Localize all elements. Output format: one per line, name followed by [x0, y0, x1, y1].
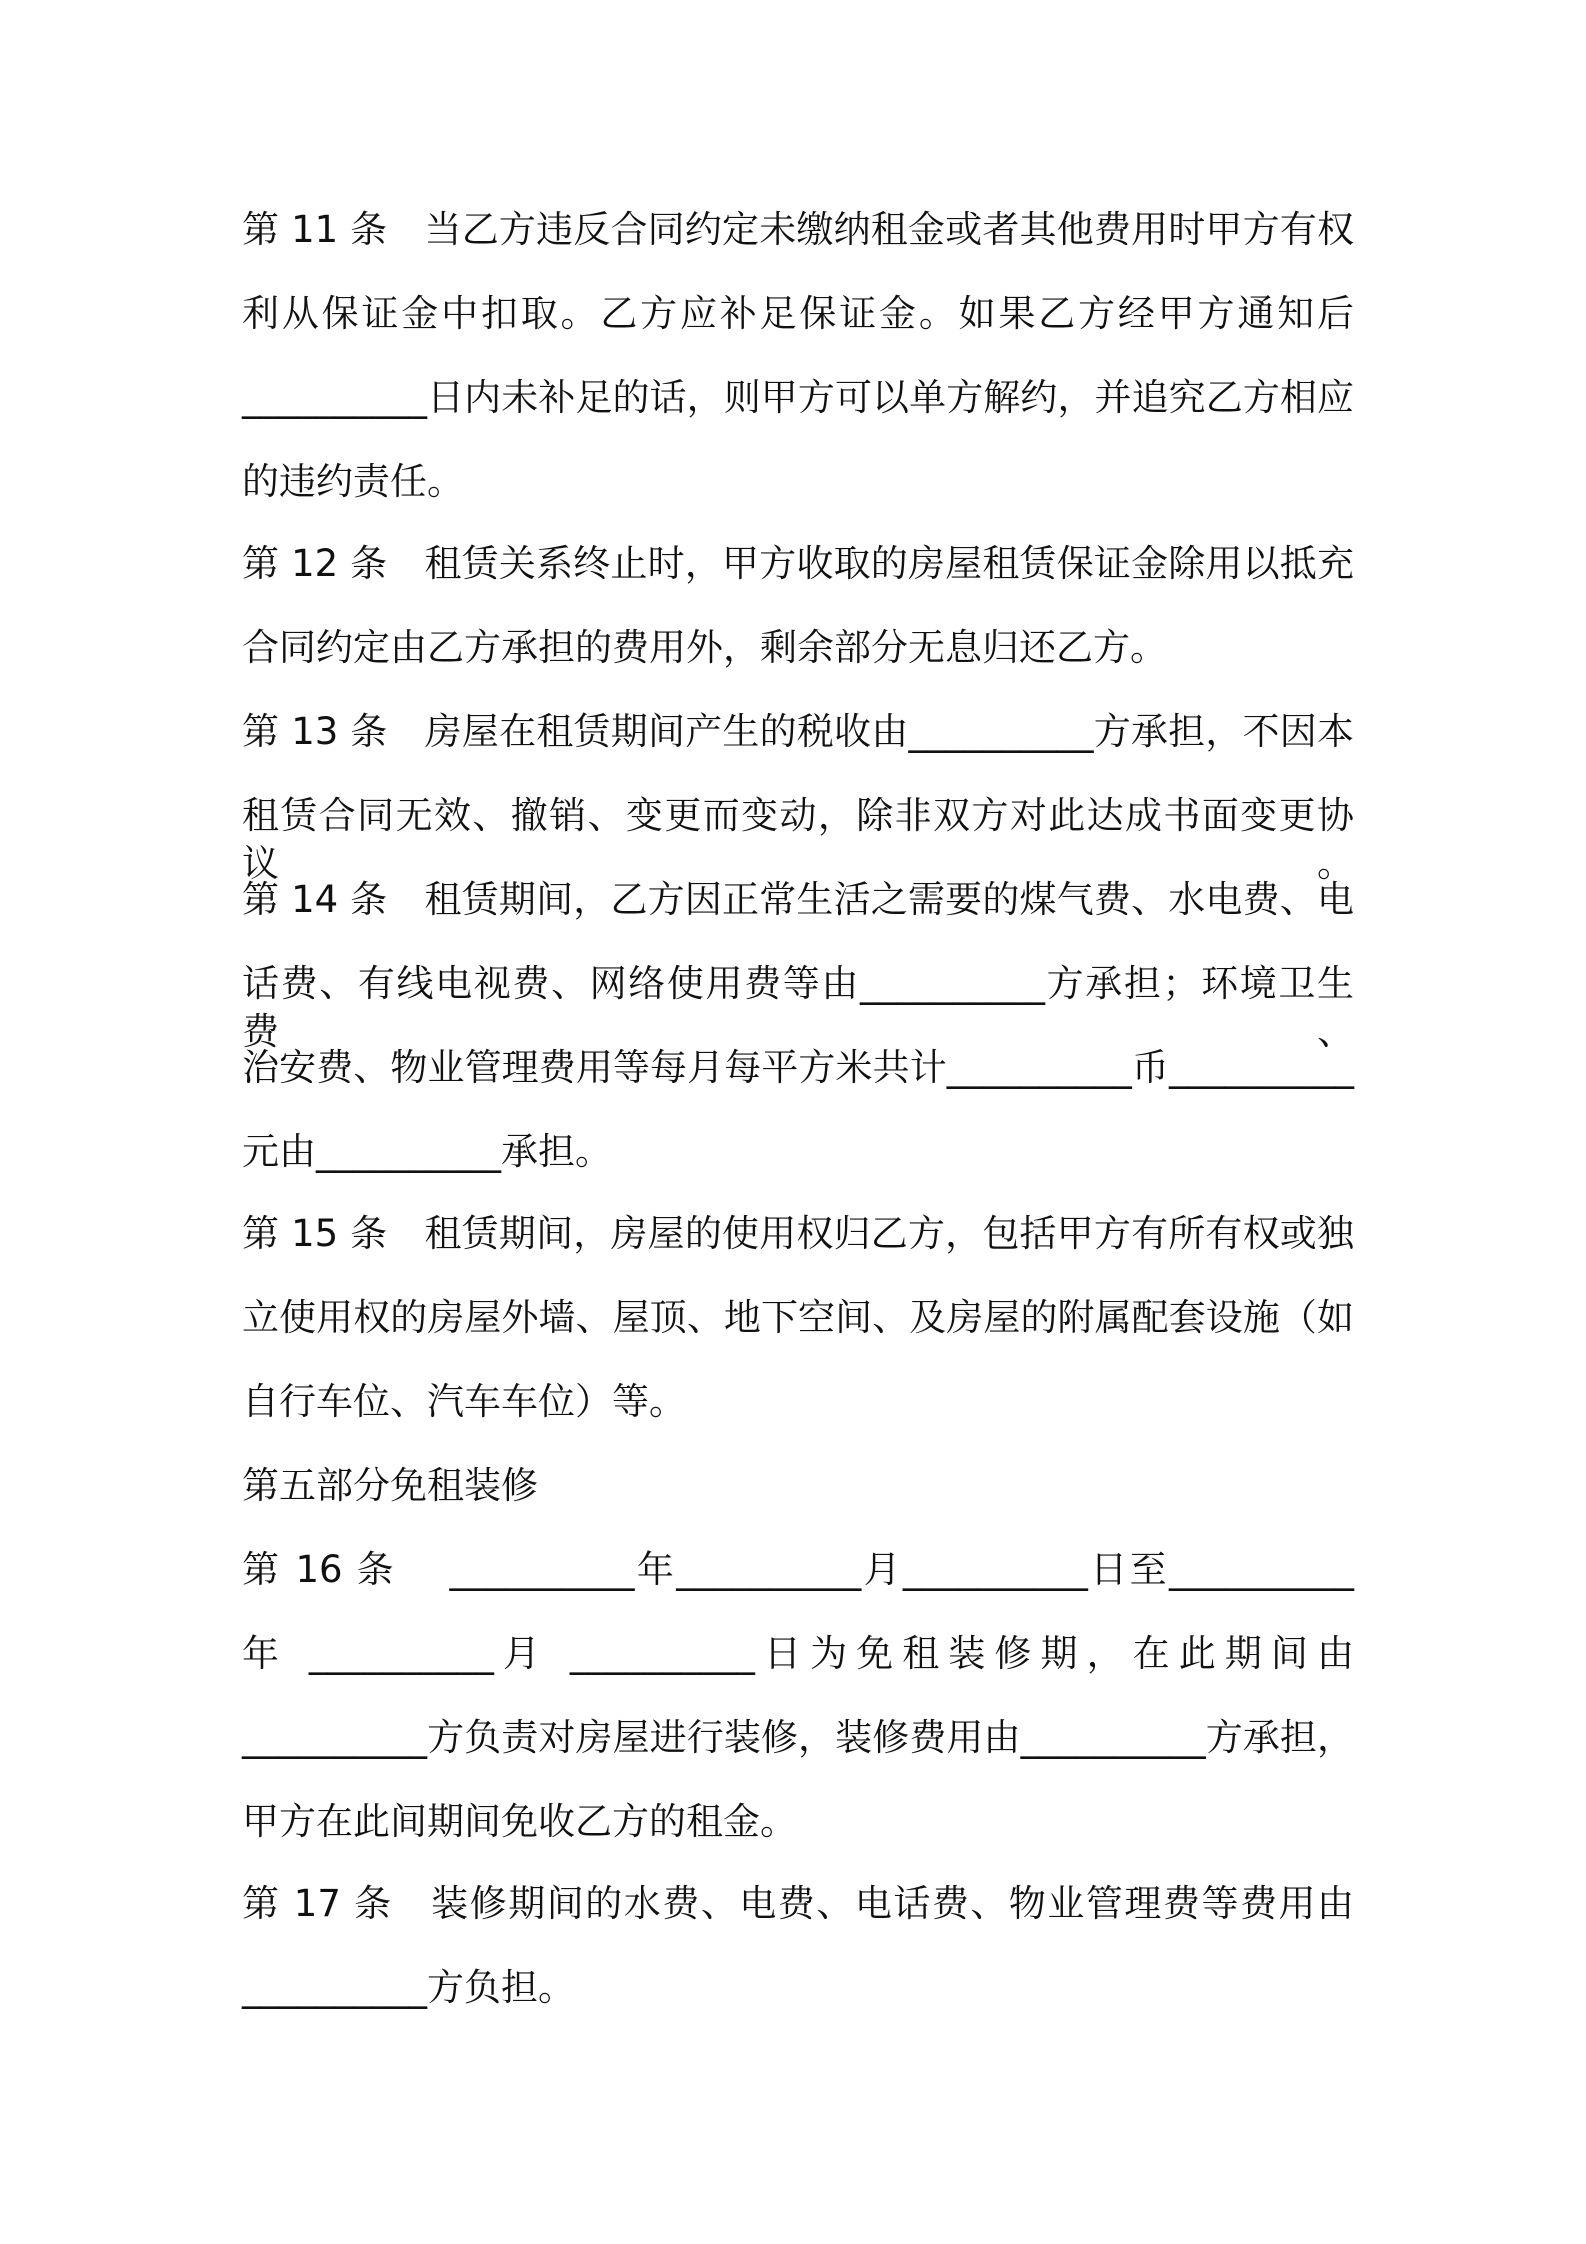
- article-15-line-2: 立使用权的房屋外墙、屋顶、地下空间、及房屋的附属配套设施（如: [242, 1296, 1354, 1339]
- section-heading: 第五部分免租装修: [242, 1464, 538, 1507]
- article-15-line-3: 自行车位、汽车车位）等。: [242, 1380, 686, 1423]
- article-17-line-2: __________方负担。: [242, 1966, 575, 2009]
- article-13-line-2: 租赁合同无效、撤销、变更而变动，除非双方对此达成书面变更协议。: [242, 794, 1354, 885]
- article-14-line-1: 第 14 条 租赁期间，乙方因正常生活之需要的煤气费、水电费、电: [242, 878, 1354, 921]
- article-14-line-2: 话费、有线电视费、网络使用费等由__________方承担；环境卫生费、: [242, 962, 1354, 1053]
- article-13-line-1: 第 13 条 房屋在租赁期间产生的税收由__________方承担，不因本: [242, 710, 1354, 753]
- article-12-line-1: 第 12 条 租赁关系终止时，甲方收取的房屋租赁保证金除用以抵充: [242, 542, 1354, 585]
- article-12-line-2: 合同约定由乙方承担的费用外，剩余部分无息归还乙方。: [242, 626, 1167, 669]
- article-14-line-4: 元由__________承担。: [242, 1130, 612, 1173]
- article-11-line-1: 第 11 条 当乙方违反合同约定未缴纳租金或者其他费用时甲方有权: [242, 208, 1354, 251]
- article-11-line-2: 利从保证金中扣取。乙方应补足保证金。如果乙方经甲方通知后: [242, 292, 1354, 335]
- article-16-line-1: 第 16 条 __________年__________月__________日至__________: [242, 1548, 1354, 1591]
- article-11-line-3: __________日内未补足的话，则甲方可以单方解约，并追究乙方相应: [242, 376, 1354, 419]
- article-11-line-4: 的违约责任。: [242, 460, 464, 503]
- article-16-line-3: __________方负责对房屋进行装修，装修费用由__________方承担，: [242, 1716, 1354, 1759]
- article-16-line-4: 甲方在此间期间免收乙方的租金。: [242, 1800, 797, 1843]
- article-17-line-1: 第 17 条 装修期间的水费、电费、电话费、物业管理费等费用由: [242, 1882, 1354, 1925]
- article-14-line-3: 治安费、物业管理费用等每月每平方米共计__________币__________: [242, 1046, 1354, 1089]
- article-16-line-2: 年 __________月 __________日为免租装修期，在此期间由: [242, 1632, 1354, 1675]
- article-15-line-1: 第 15 条 租赁期间，房屋的使用权归乙方，包括甲方有所有权或独: [242, 1212, 1354, 1255]
